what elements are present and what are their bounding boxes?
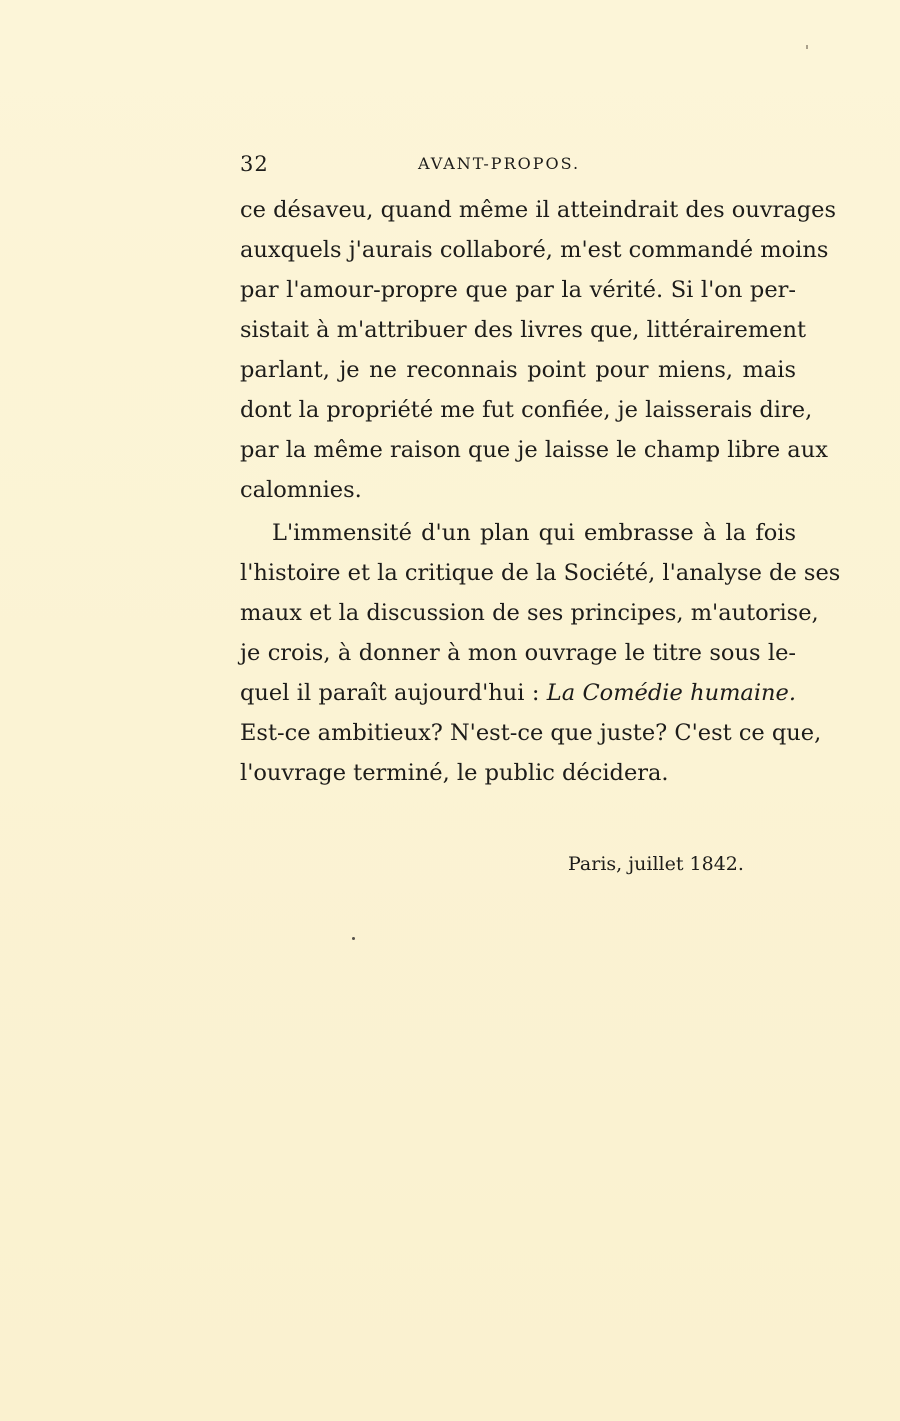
text-fragment: quel il paraît aujourd'hui : — [240, 680, 547, 706]
paragraph-2 — [240, 513, 841, 793]
text-line: parlant, je ne reconnais point pour miens, mais — [240, 357, 796, 383]
running-head: AVANT-PROPOS. — [418, 154, 581, 173]
text-line: calomnies. — [240, 477, 362, 503]
text-line: l'ouvrage terminé, le public décidera. — [240, 760, 669, 786]
body-text — [240, 190, 841, 793]
text-line: l'histoire et la critique de la Société, l'analyse de ses — [240, 560, 841, 586]
page-header — [240, 152, 800, 182]
text-line: maux et la discussion de ses principes, m'autorise, — [240, 600, 819, 626]
text-line-with-title — [240, 673, 796, 713]
text-line: sistait à m'attribuer des livres que, littérairement — [240, 317, 807, 343]
page-number: 32 — [240, 152, 269, 176]
ink-speck — [352, 937, 355, 940]
text-line: je crois, à donner à mon ouvrage le titre sous le- — [240, 640, 796, 666]
text-line: par l'amour-propre que par la vérité. Si l'on per- — [240, 277, 796, 303]
text-line: L'immensité d'un plan qui embrasse à la fois — [272, 520, 796, 546]
text-line: dont la propriété me fut confiée, je laisserais dire, — [240, 397, 813, 423]
paragraph-1 — [240, 190, 836, 510]
text-line: ce désaveu, quand même il atteindrait des ouvrages — [240, 197, 836, 223]
text-line: par la même raison que je laisse le champ libre aux — [240, 437, 828, 463]
text-line: auxquels j'aurais collaboré, m'est commandé moins — [240, 237, 829, 263]
book-title: La Comédie humaine. — [546, 680, 796, 706]
text-line: Est-ce ambitieux? N'est-ce que juste? C'est ce que, — [240, 720, 822, 746]
paper-mark — [806, 45, 808, 49]
place-date-signature: Paris, juillet 1842. — [568, 853, 744, 875]
